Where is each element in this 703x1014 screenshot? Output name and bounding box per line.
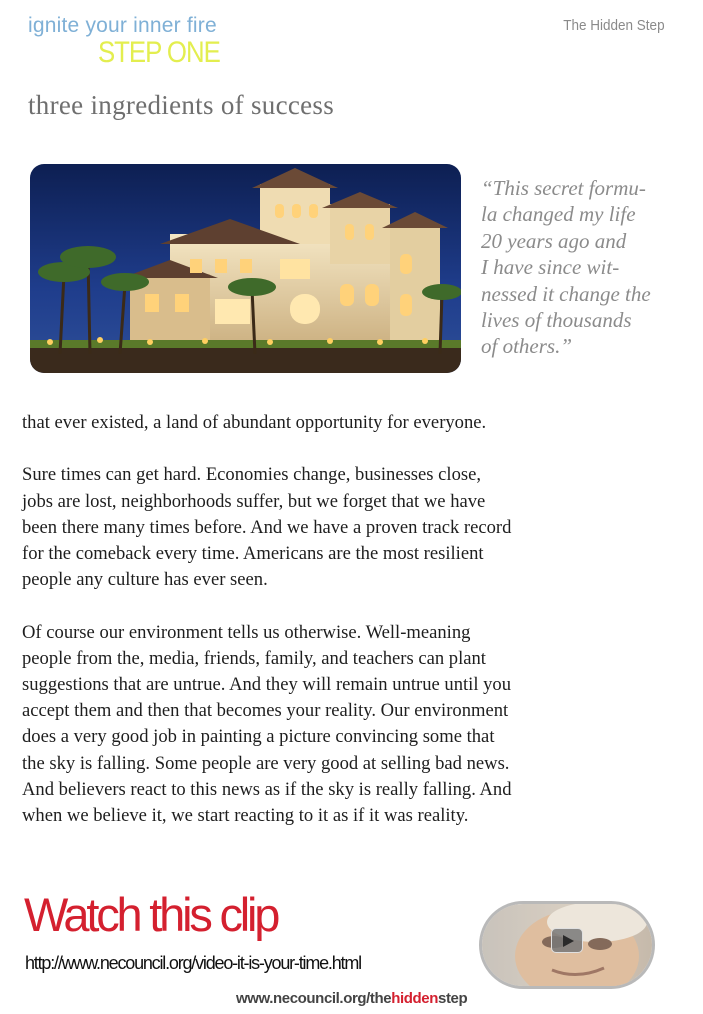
mansion-photo (30, 164, 461, 373)
body-line: suggestions that are untrue. And they will remain untrue until you (22, 674, 512, 695)
quote-line: of others.” (481, 334, 573, 359)
footer-url[interactable] (236, 990, 467, 1007)
section-title: three ingredients of success (28, 90, 335, 120)
footer-url-prefix: www.necouncil.org/the (236, 990, 392, 1007)
quote-line: “This secret formu- (481, 176, 646, 200)
step-heading: STEP ONE (98, 36, 220, 69)
body-line: the sky is falling. Some people are very good at selling bad news. (22, 752, 510, 774)
body-paragraph (22, 620, 562, 830)
body-text (22, 410, 562, 855)
body-paragraph (22, 410, 562, 436)
body-line: jobs are lost, neighborhoods suffer, but we forget that we have (22, 490, 486, 512)
body-line: been there many times before. And we have a proven track record (22, 516, 512, 538)
play-icon[interactable] (551, 928, 583, 953)
footer-url-highlight: hidden (391, 990, 438, 1007)
body-line: that ever existed, a land of abundant opportunity for everyone. (22, 412, 487, 433)
body-line: accept them and then that becomes your reality. Our environment (22, 700, 509, 722)
body-paragraph (22, 462, 562, 593)
body-line: people any culture has ever seen. (22, 569, 268, 591)
body-line: for the comeback every time. Americans are the most resilient (22, 543, 484, 564)
running-head: The Hidden Step (563, 17, 665, 34)
quote-line: I have since wit- (481, 255, 620, 280)
body-line: Sure times can get hard. Economies change, businesses close, (22, 464, 482, 486)
tagline: ignite your inner fire (28, 14, 217, 37)
clip-url-link[interactable]: http://www.necouncil.org/video-it-is-your-time.html (25, 953, 361, 973)
body-line: people from the, media, friends, family, and teachers can plant (22, 647, 486, 669)
body-line: does a very good job in painting a picture convincing some that (22, 726, 495, 748)
body-line: when we believe it, we start reacting to it as if it was reality. (22, 805, 469, 827)
pull-quote (481, 175, 681, 360)
quote-line: nessed it change the (481, 281, 651, 306)
body-line: And believers react to this news as if the sky is really falling. And (22, 778, 512, 800)
watch-clip-heading: Watch this clip (24, 888, 278, 941)
body-line: Of course our environment tells us otherwise. Well-meaning (22, 621, 471, 643)
footer-url-suffix: step (438, 990, 468, 1007)
quote-line: la changed my life (481, 202, 636, 227)
quote-line: 20 years ago and (481, 228, 627, 253)
quote-line: lives of thousands (481, 308, 632, 333)
